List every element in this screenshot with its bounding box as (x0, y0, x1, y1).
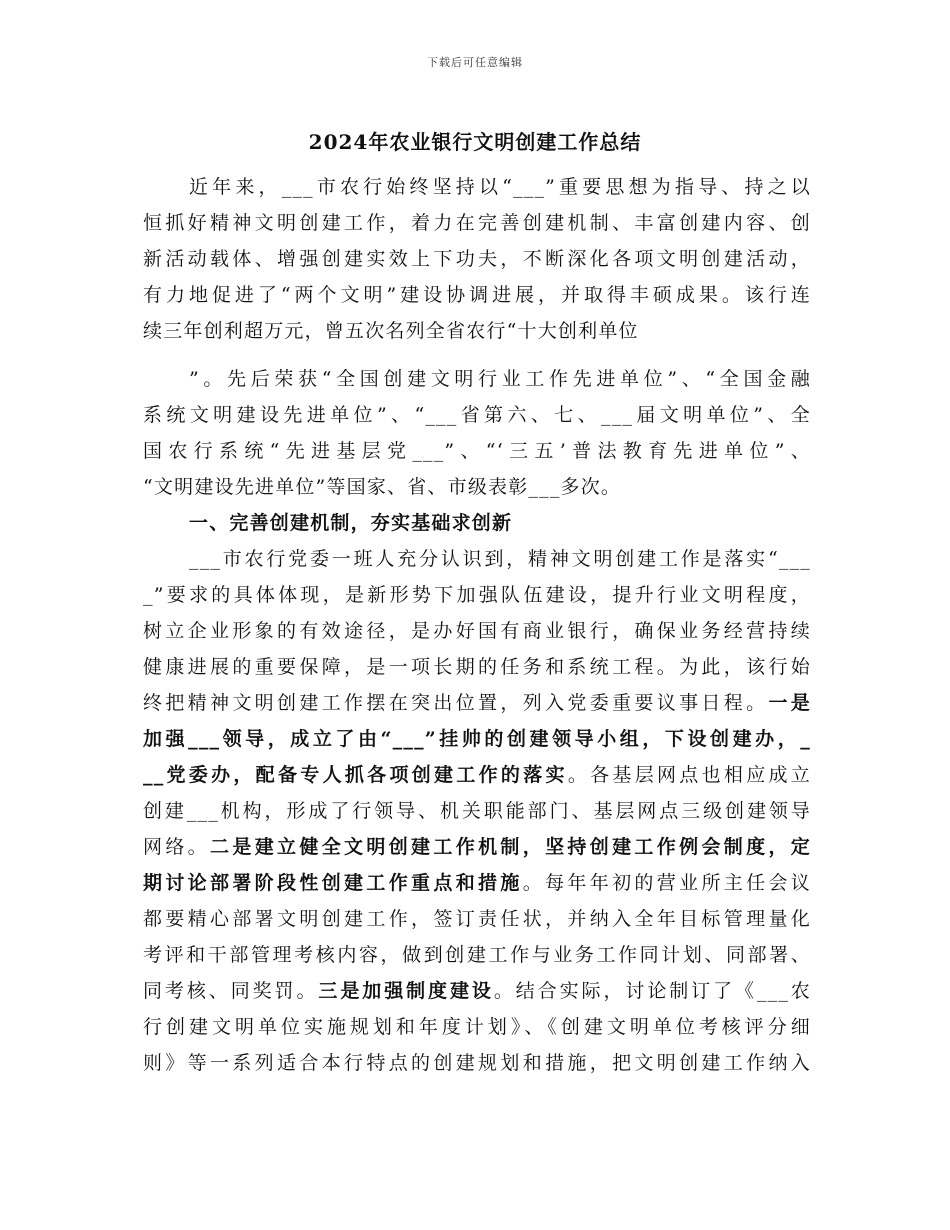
line-text: 同考核、同奖罚。 (143, 980, 319, 1002)
paragraph-3-line-2: _”要求的具体体现，是新形势下加强队伍建设，提升行业文明程度， (143, 584, 811, 606)
paragraph-2-line-2: 系统文明建设先进单位”、“___省第六、七、___届文明单位”、全 (143, 404, 811, 426)
paragraph-3-line-14: 行创建文明单位实施规划和年度计划》、《创建文明单位考核评分细 (143, 1016, 811, 1038)
paragraph-3-line-6: 加强___领导，成立了由“___”挂帅的创建领导小组，下设创建办，_ (143, 728, 811, 750)
paragraph-3-line-4: 健康进展的重要保障，是一项长期的任务和系统工程。为此，该行始 (143, 656, 811, 678)
line-text: 。每年年初的营业所主任会议 (522, 872, 811, 894)
paragraph-3-line-13 (143, 975, 811, 1007)
line-text: 。结合实际，讨论制订了《___农 (493, 980, 811, 1002)
paragraph-3-line-11: 都要精心部署文明创建工作，签订责任状，并纳入全年目标管理量化 (143, 908, 811, 930)
paragraph-3-line-8: 创建___机构，形成了行领导、机关职能部门、基层网点三级创建领导 (143, 800, 811, 822)
emphasis-text: 二是建立健全文明创建工作机制，坚持创建工作例会制度，定 (210, 836, 811, 858)
document-title: 2024年农业银行文明创建工作总结 (308, 130, 642, 154)
paragraph-2-line-1: ”。先后荣获“全国创建文明行业工作先进单位”、“全国金融 (189, 368, 811, 390)
paragraph-3-line-9 (143, 831, 811, 863)
paragraph-3-line-3: 树立企业形象的有效途径，是办好国有商业银行，确保业务经营持续 (143, 620, 811, 642)
paragraph-2-line-3: 国农行系统“先进基层党___”、“‘三五’普法教育先进单位”、 (143, 440, 811, 462)
paragraph-3-line-1: ___市农行党委一班人充分认识到，精神文明创建工作是落实“___ (189, 548, 811, 570)
paragraph-3-line-7 (143, 759, 811, 791)
section-heading: 一、完善创建机制，夯实基础求创新 (189, 512, 513, 534)
line-text: 。各基层网点也相应成立 (567, 764, 811, 786)
paragraph-2-line-4: “文明建设先进单位”等国家、省、市级表彰___多次。 (143, 476, 622, 498)
header-note: 下载后可任意编辑 (427, 56, 523, 69)
paragraph-3-line-12: 考评和干部管理考核内容，做到创建工作与业务工作同计划、同部署、 (143, 944, 811, 966)
line-text: 终把精神文明创建工作摆在突出位置，列入党委重要议事日程。 (143, 692, 769, 714)
paragraph-1-line-1: 近年来，___市农行始终坚持以“___”重要思想为指导、持之以 (189, 176, 811, 198)
emphasis-text: __党委办，配备专人抓各项创建工作的落实 (143, 764, 568, 786)
paragraph-3-line-5 (143, 687, 811, 719)
emphasis-text: 三是加强制度建设 (318, 980, 494, 1002)
paragraph-1-line-5: 续三年创利超万元，曾五次名列全省农行“十大创利单位 (143, 320, 639, 342)
paragraph-1-line-2: 恒抓好精神文明创建工作，着力在完善创建机制、丰富创建内容、创 (143, 212, 811, 234)
line-text: 网络。 (143, 836, 211, 858)
paragraph-3-line-15: 则》等一系列适合本行特点的创建规划和措施，把文明创建工作纳入 (143, 1052, 811, 1074)
paragraph-1-line-3: 新活动载体、增强创建实效上下功夫，不断深化各项文明创建活动， (143, 248, 811, 270)
emphasis-text: 一是 (768, 692, 811, 714)
emphasis-text: 期讨论部署阶段性创建工作重点和措施 (143, 872, 523, 894)
paragraph-1-line-4: 有力地促进了“两个文明”建设协调进展，并取得丰硕成果。该行连 (143, 284, 811, 306)
paragraph-3-line-10 (143, 867, 811, 899)
